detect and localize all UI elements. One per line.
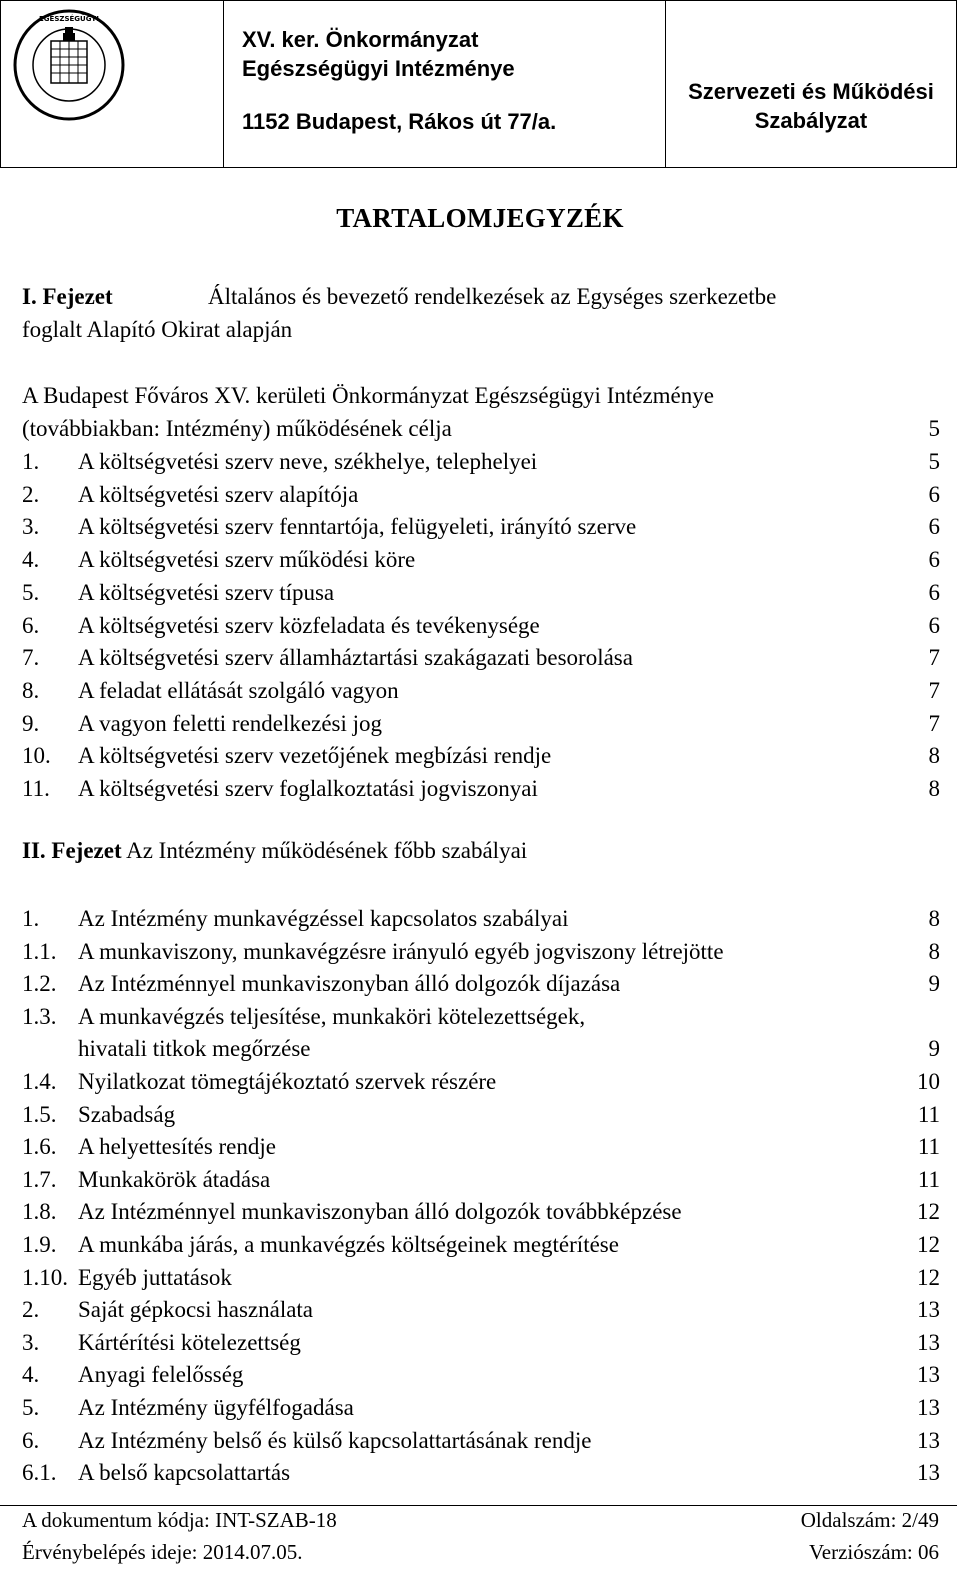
toc-entry-title: A vagyon feletti rendelkezési jog: [78, 710, 383, 736]
toc-entry-page: 6: [928, 547, 940, 573]
toc-entry-number: 1.8.: [22, 1199, 57, 1225]
toc-entry: [22, 512, 940, 542]
chapter1-label: I. Fejezet: [22, 284, 113, 309]
chapter1-title: Általános és bevezető rendelkezések az Egységes szerkezetbe: [208, 284, 777, 309]
toc-entry: [22, 1100, 940, 1130]
toc-entry-title: A munkavégzés teljesítése, munkaköri kötelezettségek,: [78, 1003, 586, 1029]
toc-entry-title: Munkakörök átadása: [78, 1166, 271, 1192]
toc-entry-title: A költségvetési szerv közfeladata és tevékenysége: [78, 612, 540, 638]
toc-entry-title: A munkaviszony, munkavégzésre irányuló egyéb jogviszony létrejötte: [78, 938, 724, 964]
logo-cell: [1, 1, 224, 167]
toc-entry: [22, 1165, 940, 1195]
toc-entry-page: 12: [917, 1232, 940, 1257]
toc-entry: [22, 545, 940, 575]
toc-entry-title: Szabadság: [78, 1101, 176, 1127]
toc-entry-title: Az Intézménnyel munkaviszonyban álló dolgozók továbbképzése: [78, 1199, 682, 1225]
toc-entry-number: 6.: [22, 612, 40, 638]
toc-entry-number: 3.: [22, 514, 40, 540]
toc-entry-title: Kártérítési kötelezettség: [78, 1329, 301, 1355]
intro-text-line2: (továbbiakban: Intézmény) működésének célja: [22, 416, 452, 441]
toc-entry-page: 13: [917, 1460, 940, 1486]
document-title-line1: Szervezeti és Működési: [688, 79, 934, 104]
toc-entry-number: 6.1.: [22, 1460, 57, 1486]
toc-entry-title: A költségvetési szerv államháztartási szakágazati besorolása: [78, 645, 633, 671]
toc-entry: [22, 1393, 940, 1423]
footer-page-number: Oldalszám: 2/49: [800, 1508, 939, 1532]
chapter2-title: Az Intézmény működésének főbb szabályai: [126, 838, 528, 863]
toc-entry: [22, 611, 940, 641]
toc-entry: [22, 937, 940, 967]
toc-entry-number: 5.: [22, 579, 40, 605]
chapter1-title-cont: foglalt Alapító Okirat alapján: [22, 317, 293, 342]
toc-entry-page: 13: [917, 1329, 940, 1355]
toc-entry: [22, 1067, 940, 1097]
footer-effective-date: Érvénybelépés ideje: 2014.07.05.: [22, 1540, 303, 1564]
document-title-line2: Szabályzat: [754, 108, 868, 133]
toc-entry: [22, 480, 940, 510]
toc-entry-number: 3.: [22, 1329, 40, 1355]
intro-line2: [22, 414, 940, 444]
toc-entry-page: 11: [917, 1134, 940, 1160]
toc-entry: [22, 1034, 940, 1064]
toc-entry-number: 2.: [22, 481, 40, 507]
toc-entry-number: 9.: [22, 710, 40, 736]
toc-entry-page: 5: [928, 449, 940, 474]
toc-entry: [22, 1328, 940, 1358]
toc-entry-page: 8: [928, 743, 940, 769]
toc-entry-title: A belső kapcsolattartás: [78, 1460, 291, 1486]
toc-entry-page: 6: [928, 612, 940, 638]
toc-entry-number: 6.: [22, 1427, 40, 1453]
toc-entry-page: 13: [917, 1297, 940, 1323]
toc-entry-title: A helyettesítés rendje: [78, 1134, 276, 1160]
toc-entry-title: A költségvetési szerv fenntartója, felügyeleti, irányító szerve: [78, 514, 637, 540]
toc-entry-page: 11: [917, 1101, 940, 1127]
svg-text:EGÉSZSÉGÜGYI: EGÉSZSÉGÜGYI: [39, 15, 99, 23]
toc-entry-title: Az Intézmény ügyfélfogadása: [78, 1395, 354, 1420]
toc-entry-number: 7.: [22, 645, 40, 671]
toc-entry: [22, 709, 940, 739]
toc-entry-page: 6: [928, 481, 940, 507]
institution-name-line1: XV. ker. Önkormányzat: [242, 27, 479, 52]
document-title-cell: [666, 1, 956, 167]
toc-entry-title: Az Intézménnyel munkaviszonyban álló dolgozók díjazása: [78, 971, 621, 997]
toc-entry-title: Nyilatkozat tömegtájékoztató szervek részére: [78, 1069, 497, 1094]
toc-entry: [22, 578, 940, 608]
toc-entry-page: 8: [928, 776, 940, 801]
toc-entry-title: A munkába járás, a munkavégzés költségeinek megtérítése: [78, 1232, 619, 1257]
toc-entry-title: A költségvetési szerv vezetőjének megbízási rendje: [78, 743, 552, 769]
toc-entry-number: 5.: [22, 1395, 40, 1420]
toc-entry-number: 1.: [22, 906, 40, 931]
institution-logo: [11, 7, 171, 123]
toc-entry-title: A költségvetési szerv alapítója: [78, 481, 359, 507]
toc-entry-title: A költségvetési szerv működési köre: [78, 547, 416, 573]
toc-entry-number: 10.: [22, 743, 51, 769]
toc-entry-page: 8: [928, 938, 940, 964]
toc-entry-number: 1.1.: [22, 938, 57, 964]
toc-entry-number: 1.4.: [22, 1069, 57, 1094]
toc-entry-page: 12: [917, 1199, 940, 1225]
toc-entry-page: 13: [917, 1427, 940, 1453]
toc-entry-title: A feladat ellátását szolgáló vagyon: [78, 677, 399, 703]
toc-entry-number: 1.9.: [22, 1232, 57, 1257]
institution-address: 1152 Budapest, Rákos út 77/a.: [242, 109, 557, 134]
toc-entry: [22, 1230, 940, 1260]
toc-entry-title: Saját gépkocsi használata: [78, 1297, 314, 1323]
intro-line1: [22, 381, 940, 413]
chapter1-heading: [22, 284, 940, 310]
toc-entry-number: 4.: [22, 1362, 40, 1388]
toc-entry: [22, 1426, 940, 1456]
toc-entry-number: 11.: [22, 776, 50, 801]
toc-entry: [22, 774, 940, 804]
toc-entry-page: 11: [917, 1166, 940, 1192]
toc-entry-page: 7: [928, 710, 940, 736]
toc-entry-title: A költségvetési szerv neve, székhelye, telephelyei: [78, 449, 538, 474]
toc-entry-page: 8: [928, 906, 940, 931]
toc-entry: [22, 1197, 940, 1227]
toc-entry-title: A költségvetési szerv típusa: [78, 579, 335, 605]
toc-entry: [22, 643, 940, 673]
toc-entry-number: 2.: [22, 1297, 40, 1323]
document-footer: [0, 1505, 957, 1573]
document-header: [0, 0, 957, 168]
toc-entry: [22, 904, 940, 934]
toc-entry: [22, 741, 940, 771]
footer-doc-code: A dokumentum kódja: INT-SZAB-18: [22, 1508, 337, 1532]
toc-entry: [22, 1295, 940, 1325]
toc-entry-page: 9: [928, 971, 940, 997]
toc-entry-title: Az Intézmény munkavégzéssel kapcsolatos szabályai: [78, 906, 569, 931]
toc-entry-number: 1.7.: [22, 1166, 57, 1192]
intro-page: 5: [928, 416, 940, 441]
toc-entry: [22, 1458, 940, 1488]
toc-entry: [22, 1132, 940, 1162]
chapter2-heading: [22, 838, 527, 864]
toc-entry-number: 1.5.: [22, 1101, 57, 1127]
toc-entry-page: 10: [917, 1069, 940, 1094]
toc-entry-page: 6: [928, 514, 940, 540]
toc-entry-number: 1.2.: [22, 971, 57, 997]
toc-entry-title: Az Intézmény belső és külső kapcsolattartásának rendje: [78, 1427, 592, 1453]
toc-entry-page: 13: [917, 1362, 940, 1388]
chapter2-label: II. Fejezet: [22, 838, 122, 863]
toc-entry: [22, 1002, 940, 1032]
footer-version: Verziószám: 06: [808, 1540, 939, 1564]
institution-cell: [224, 1, 666, 167]
toc-entry-page: 6: [928, 579, 940, 605]
institution-name-line2: Egészségügyi Intézménye: [242, 56, 515, 81]
toc-entry-number: 1.: [22, 449, 40, 474]
toc-entry: [22, 1263, 940, 1293]
page-title: TARTALOMJEGYZÉK: [336, 203, 624, 233]
toc-entry-number: 8.: [22, 677, 40, 703]
toc-entry-page: 7: [928, 677, 940, 703]
toc-entry-number: 4.: [22, 547, 40, 573]
toc-entry-page: 12: [917, 1264, 940, 1290]
toc-entry-title: A költségvetési szerv foglalkoztatási jogviszonyai: [78, 776, 538, 801]
toc-entry-number: 1.6.: [22, 1134, 57, 1160]
toc-entry: [22, 1360, 940, 1390]
toc-entry: [22, 969, 940, 999]
toc-entry-number: 1.3.: [22, 1003, 57, 1029]
intro-text-line1: A Budapest Főváros XV. kerületi Önkormányzat Egészségügyi Intézménye: [22, 383, 714, 408]
toc-entry-page: 13: [917, 1395, 940, 1420]
toc-entry-page: 9: [928, 1036, 940, 1062]
toc-entry-title: Egyéb juttatások: [78, 1264, 232, 1290]
toc-entry: [22, 447, 940, 477]
toc-entry-page: 7: [928, 645, 940, 671]
toc-entry: [22, 676, 940, 706]
toc-entry-number: 1.10.: [22, 1264, 68, 1290]
toc-entry-title: Anyagi felelősség: [78, 1362, 244, 1388]
toc-entry-title: hivatali titkok megőrzése: [78, 1036, 311, 1062]
